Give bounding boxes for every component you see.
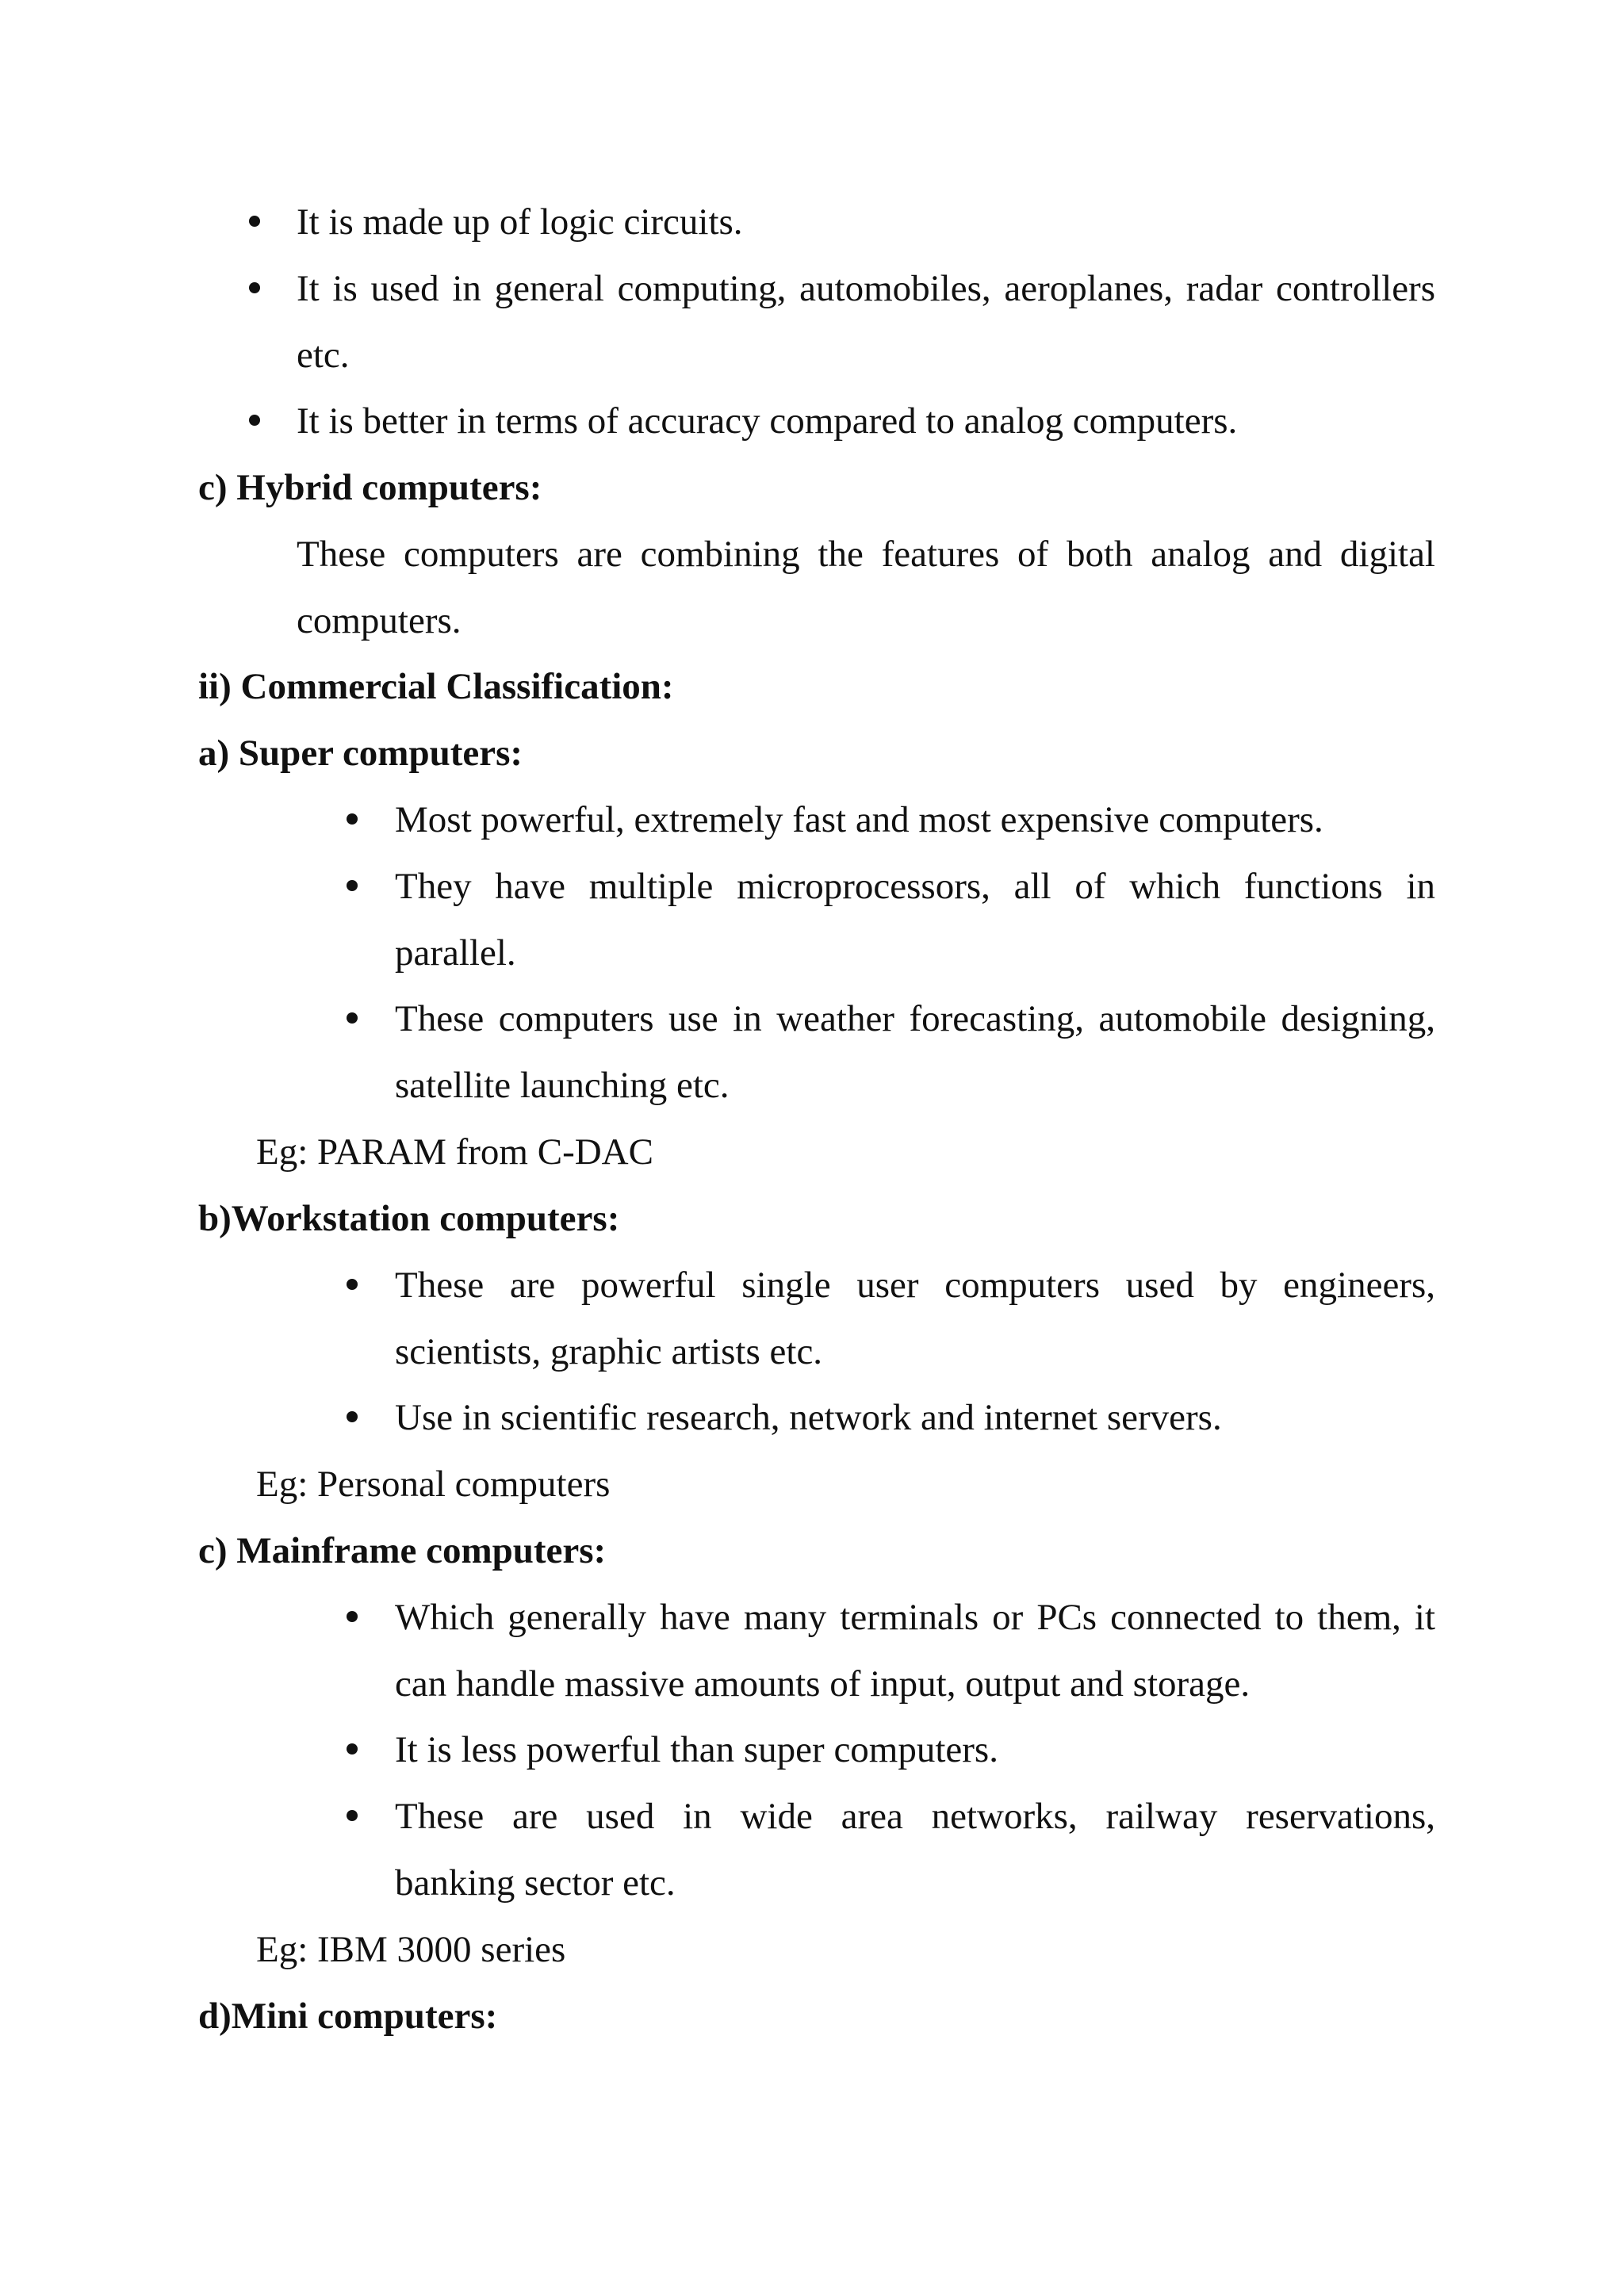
bullet-icon: [347, 1611, 358, 1622]
example-text: Eg: Personal computers: [256, 1464, 611, 1505]
section-heading-mainframe: c) Mainframe computers:: [198, 1530, 607, 1571]
bullet-text: Which generally have many terminals or PCs connected to them, it: [395, 1597, 1435, 1638]
section-heading-hybrid: c) Hybrid computers:: [198, 467, 542, 508]
bullet-text: These are powerful single user computers used by engineers,: [395, 1265, 1435, 1306]
bullet-text-continuation: satellite launching etc.: [395, 1065, 730, 1106]
bullet-text-continuation: parallel.: [395, 932, 516, 974]
bullet-text-continuation: banking sector etc.: [395, 1862, 676, 1904]
example-text: Eg: IBM 3000 series: [256, 1929, 566, 1970]
bullet-text: It is used in general computing, automobiles, aeroplanes, radar controllers: [297, 268, 1435, 309]
bullet-icon: [347, 1810, 358, 1821]
bullet-text: These computers use in weather forecasting, automobile designing,: [395, 998, 1435, 1039]
bullet-text: These are used in wide area networks, railway reservations,: [395, 1796, 1435, 1837]
bullet-icon: [347, 813, 358, 825]
bullet-text: It is better in terms of accuracy compared to analog computers.: [297, 400, 1238, 442]
bullet-icon: [249, 415, 260, 426]
section-heading-super: a) Super computers:: [198, 733, 523, 774]
bullet-text: Use in scientific research, network and internet servers.: [395, 1397, 1222, 1438]
bullet-icon: [347, 1743, 358, 1755]
bullet-text: It is made up of logic circuits.: [297, 201, 743, 243]
bullet-text-continuation: can handle massive amounts of input, output and storage.: [395, 1663, 1251, 1705]
bullet-text: It is less powerful than super computers.: [395, 1729, 998, 1770]
bullet-text-continuation: etc.: [297, 335, 350, 376]
paragraph-text: These computers are combining the features of both analog and digital: [297, 534, 1435, 575]
bullet-icon: [249, 282, 260, 293]
bullet-icon: [347, 880, 358, 891]
section-heading-commercial: ii) Commercial Classification:: [198, 666, 674, 707]
section-heading-mini: d)Mini computers:: [198, 1996, 498, 2037]
bullet-icon: [347, 1012, 358, 1024]
paragraph-text-continuation: computers.: [297, 600, 462, 641]
bullet-icon: [347, 1279, 358, 1290]
bullet-icon: [347, 1411, 358, 1422]
bullet-text-continuation: scientists, graphic artists etc.: [395, 1331, 823, 1372]
example-text: Eg: PARAM from C-DAC: [256, 1131, 653, 1173]
bullet-text: They have multiple microprocessors, all of which functions in: [395, 866, 1435, 907]
bullet-text: Most powerful, extremely fast and most expensive computers.: [395, 799, 1323, 840]
section-heading-workstation: b)Workstation computers:: [198, 1198, 620, 1239]
bullet-icon: [249, 216, 260, 227]
